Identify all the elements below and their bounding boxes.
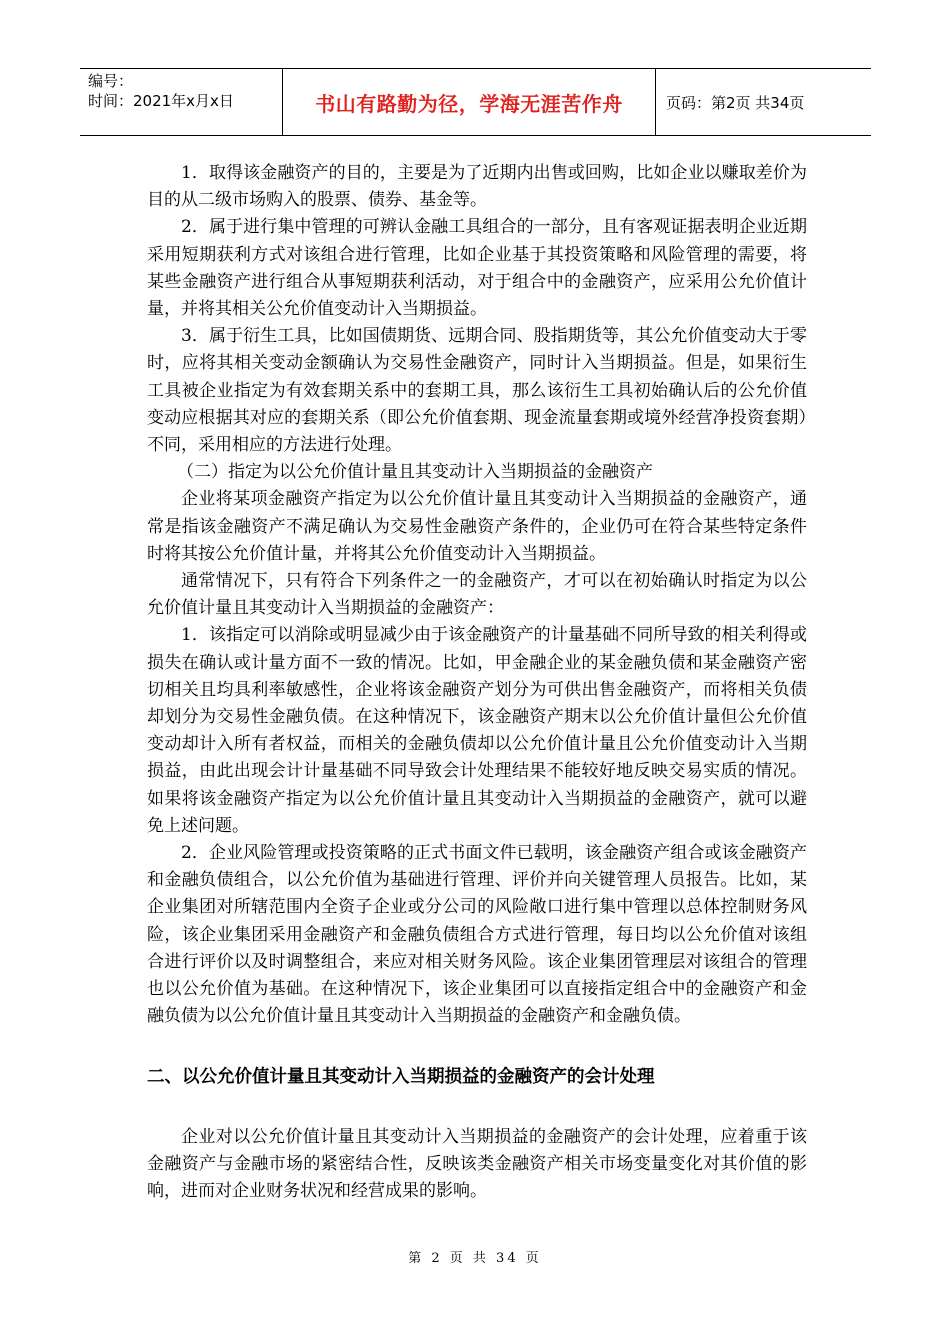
paragraph: 企业将某项金融资产指定为以公允价值计量且其变动计入当期损益的金融资产，通常是指该金融资产不满足确认为交易性金融资产条件的，企业仍可在符合某些特定条件时将其按公允价值计量，并将其公允价值变动计入当期损益。 bbox=[147, 489, 807, 564]
subsection-title: （二）指定为以公允价值计量且其变动计入当期损益的金融资产 bbox=[177, 462, 653, 483]
page-footer: 第 2 页 共 34 页 bbox=[408, 1251, 542, 1266]
paragraph: 2．企业风险管理或投资策略的正式书面文件已载明，该金融资产组合或该金融资产和金融负债组合，以公允价值为基础进行管理、评价并向关键管理人员报告。比如，某企业集团对所辖范围内全资子企业或分公司的风险敞口进行集中管理以总体控制财务风险，该企业集团采用金融资产和金融负债组合方式进行管理，每日均以公允价值对该组合进行评价以及时调整组合，来应对相关财务风险。该企业集团管理层对该组合的管理也以公允价值为基础。在这种情况下，该企业集团可以直接指定组合中的金融资产和金融负债为以公允价值计量且其变动计入当期损益的金融资产和金融负债。 bbox=[147, 843, 807, 1027]
page-header bbox=[80, 68, 871, 136]
section-heading: 二、以公允价值计量且其变动计入当期损益的金融资产的会计处理 bbox=[147, 1066, 655, 1087]
paragraph: 2．属于进行集中管理的可辨认金融工具组合的一部分，且有客观证据表明企业近期采用短期获利方式对该组合进行管理，比如企业基于其投资策略和风险管理的需要，将某些金融资产进行组合从事短期获利活动，对于组合中的金融资产，应采用公允价值计量，并将其相关公允价值变动计入当期损益。 bbox=[147, 217, 807, 320]
document-body bbox=[147, 160, 807, 1205]
paragraph: 3．属于衍生工具，比如国债期货、远期合同、股指期货等，其公允价值变动大于零时，应将其相关变动金额确认为交易性金融资产，同时计入当期损益。但是，如果衍生工具被企业指定为有效套期关系中的套期工具，那么该衍生工具初始确认后的公允价值变动应根据其对应的套期关系（即公允价值套期、现金流量套期或境外经营净投资套期）不同，采用相应的方法进行处理。 bbox=[147, 326, 807, 456]
paragraph: 企业对以公允价值计量且其变动计入当期损益的金融资产的会计处理，应着重于该金融资产与金融市场的紧密结合性，反映该类金融资产相关市场变量变化对其价值的影响，进而对企业财务状况和经营成果的影响。 bbox=[147, 1126, 807, 1201]
header-motto: 书山有路勤为径，学海无涯苦作舟 bbox=[282, 69, 656, 135]
document-number-label: 编号： bbox=[88, 72, 134, 90]
header-meta bbox=[80, 69, 282, 135]
paragraph: 通常情况下，只有符合下列条件之一的金融资产，才可以在初始确认时指定为以公允价值计量且其变动计入当期损益的金融资产： bbox=[147, 571, 807, 619]
document-date: 时间：2021年x月x日 bbox=[88, 92, 234, 110]
paragraph: 1．该指定可以消除或明显减少由于该金融资产的计量基础不同所导致的相关利得或损失在确认或计量方面不一致的情况。比如，甲金融企业的某金融负债和某金融资产密切相关且均具利率敏感性，企业将该金融资产划分为可供出售金融资产，而将相关负债却划分为交易性金融负债。在这种情况下，该金融资产期末以公允价值计量但公允价值变动却计入所有者权益，而相关的金融负债却以公允价值计量且公允价值变动计入当期损益，由此出现会计计量基础不同导致会计处理结果不能较好地反映交易实质的情况。如果将该金融资产指定为以公允价值计量且其变动计入当期损益的金融资产，就可以避免上述问题。 bbox=[147, 625, 807, 836]
header-page-info: 页码：第2页 共34页 bbox=[666, 93, 805, 112]
paragraph: 1．取得该金融资产的目的，主要是为了近期内出售或回购，比如企业以赚取差价为目的从二级市场购入的股票、债券、基金等。 bbox=[147, 163, 807, 211]
